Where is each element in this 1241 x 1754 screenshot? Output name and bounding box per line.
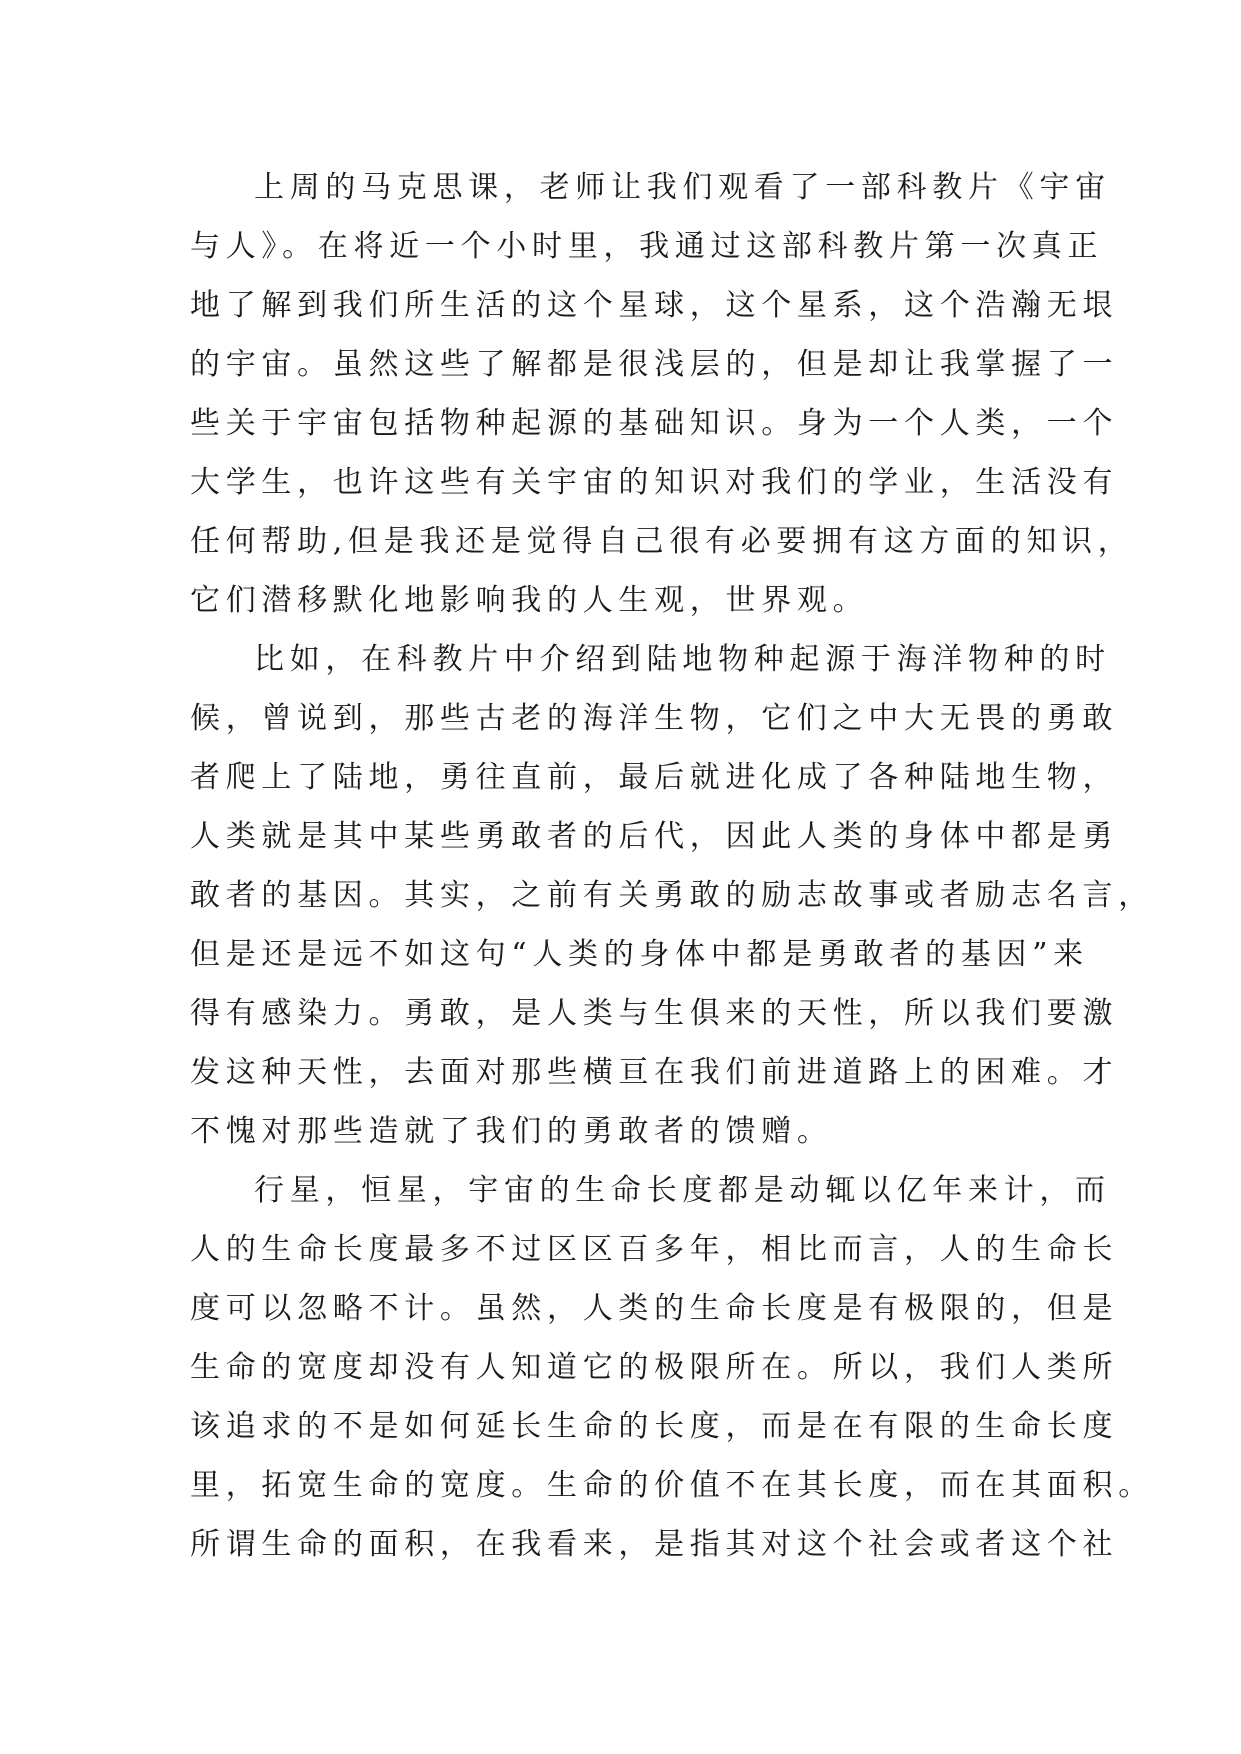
text-line: 里，拓宽生命的宽度。生命的价值不在其长度，而在其面积。 [190,1468,1154,1503]
text-line: 的宇宙。虽然这些了解都是很浅层的，但是却让我掌握了一 [190,347,1119,382]
text-line: 上周的马克思课，老师让我们观看了一部科教片《宇宙 [254,170,1111,205]
text-line: 不愧对那些造就了我们的勇敢者的馈赠。 [190,1114,833,1149]
text-line: 度可以忽略不计。虽然，人类的生命长度是有极限的，但是 [190,1291,1119,1326]
text-line: 人的生命长度最多不过区区百多年，相比而言，人的生命长 [190,1232,1119,1267]
text-line: 些关于宇宙包括物种起源的基础知识。身为一个人类，一个 [190,406,1119,441]
text-line: 但是还是远不如这句“人类的身体中都是勇敢者的基因”来 [190,937,1089,972]
document-body [190,158,1154,1574]
text-line: 候，曾说到，那些古老的海洋生物，它们之中大无畏的勇敢 [190,701,1119,736]
paragraph [190,630,1154,1161]
paragraph [190,1161,1154,1574]
text-line: 比如，在科教片中介绍到陆地物种起源于海洋物种的时 [254,642,1111,677]
text-line: 任何帮助,但是我还是觉得自己很有必要拥有这方面的知识， [190,524,1134,559]
text-line: 该追求的不是如何延长生命的长度，而是在有限的生命长度 [190,1409,1119,1444]
text-line: 者爬上了陆地，勇往直前，最后就进化成了各种陆地生物， [190,760,1119,795]
text-line: 生命的宽度却没有人知道它的极限所在。所以，我们人类所 [190,1350,1119,1385]
paragraph [190,158,1134,630]
text-line: 敢者的基因。其实，之前有关勇敢的励志故事或者励志名言， [190,878,1154,913]
text-line: 地了解到我们所生活的这个星球，这个星系，这个浩瀚无垠 [190,288,1119,323]
text-line: 发这种天性，去面对那些横亘在我们前进道路上的困难。才 [190,1055,1119,1090]
text-line: 人类就是其中某些勇敢者的后代，因此人类的身体中都是勇 [190,819,1119,854]
text-line: 大学生，也许这些有关宇宙的知识对我们的学业，生活没有 [190,465,1119,500]
text-line: 行星，恒星，宇宙的生命长度都是动辄以亿年来计，而 [254,1173,1111,1208]
text-line: 得有感染力。勇敢，是人类与生俱来的天性，所以我们要激 [190,996,1119,1031]
text-line: 与人》。在将近一个小时里，我通过这部科教片第一次真正 [190,229,1104,264]
text-line: 它们潜移默化地影响我的人生观，世界观。 [190,583,869,618]
text-line: 所谓生命的面积，在我看来，是指其对这个社会或者这个社 [190,1527,1119,1562]
